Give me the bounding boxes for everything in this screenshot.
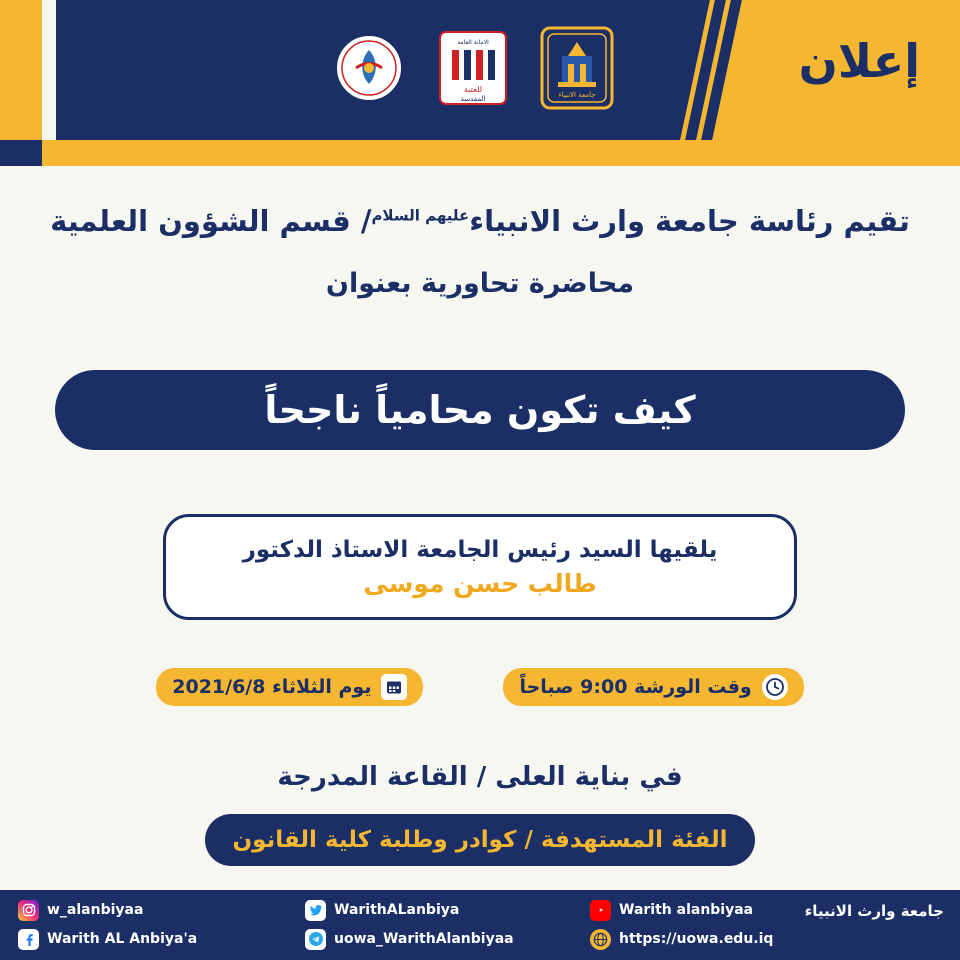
footer-bar xyxy=(0,890,960,960)
poster-body xyxy=(0,166,960,890)
time-pill xyxy=(503,668,803,706)
svg-text:الامانة العامة: الامانة العامة xyxy=(457,39,489,46)
header-gold-left-block xyxy=(0,0,42,140)
lecture-title-banner xyxy=(55,370,905,450)
audience-banner xyxy=(205,814,755,866)
time-text: وقت الورشة 9:00 صباحاً xyxy=(519,676,752,698)
telegram-icon xyxy=(305,929,326,950)
social-item-website[interactable] xyxy=(590,928,773,950)
speaker-role: يلقيها السيد رئيس الجامعة الاستاذ الدكتور xyxy=(242,536,718,563)
honorific-superscript: عليهم السلام xyxy=(371,206,470,225)
social-column-2 xyxy=(305,899,514,950)
warith-al-anbiyaa-university-logo xyxy=(538,22,616,114)
youtube-icon xyxy=(590,900,611,921)
clock-icon xyxy=(762,674,788,700)
event-type-line: محاضرة تحاورية بعنوان xyxy=(325,268,635,299)
audience-text: الفئة المستهدفة / كوادر وطلبة كلية القانون xyxy=(232,827,728,853)
header-white-strip xyxy=(42,0,56,140)
header-navy-notch xyxy=(0,140,42,166)
speaker-card xyxy=(163,514,797,620)
social-item-facebook[interactable] xyxy=(18,928,197,950)
facebook-handle: Warith AL Anbiya'a xyxy=(47,931,198,947)
header-bar xyxy=(0,0,960,140)
telegram-handle: uowa_WarithAlanbiyaa xyxy=(334,931,514,947)
speaker-name: طالب حسن موسى xyxy=(363,568,597,598)
social-column-3 xyxy=(590,899,773,950)
website-icon xyxy=(590,929,611,950)
calendar-icon xyxy=(381,674,407,700)
date-pill xyxy=(156,668,423,706)
header-gold-underline xyxy=(0,140,960,166)
social-item-instagram[interactable] xyxy=(18,899,197,921)
instagram-icon xyxy=(18,900,39,921)
social-item-telegram[interactable] xyxy=(305,928,514,950)
twitter-icon xyxy=(305,900,326,921)
social-column-1 xyxy=(18,899,197,950)
date-text: يوم الثلاثاء 2021/6/8 xyxy=(172,676,372,698)
logo-group xyxy=(330,22,616,114)
website-url: https://uowa.edu.iq xyxy=(619,931,774,947)
scientific-affairs-logo xyxy=(330,22,408,114)
social-item-twitter[interactable] xyxy=(305,899,514,921)
youtube-handle: Warith alanbiyaa xyxy=(619,902,754,918)
lecture-title: كيف تكون محامياً ناجحاً xyxy=(264,388,696,432)
organizer-text-part2: / قسم الشؤون العلمية xyxy=(50,204,372,238)
facebook-icon xyxy=(18,929,39,950)
twitter-handle: WarithALanbiya xyxy=(334,902,460,918)
organizer-text-part1: تقيم رئاسة جامعة وارث الانبياء xyxy=(469,204,910,238)
instagram-handle: w_alanbiyaa xyxy=(47,902,144,918)
svg-text:جامعة الانبياء: جامعة الانبياء xyxy=(558,91,596,99)
social-item-youtube[interactable] xyxy=(590,899,773,921)
announcement-label: إعلان xyxy=(798,34,920,88)
organizer-line xyxy=(0,204,960,238)
svg-text:المقدسة: المقدسة xyxy=(460,95,486,103)
schedule-pill-group xyxy=(0,668,960,706)
footer-university-name: جامعة وارث الانبياء xyxy=(804,902,944,920)
announcement-banner xyxy=(646,0,946,140)
venue-line: في بناية العلى / القاعة المدرجة xyxy=(277,762,683,792)
al-ataba-al-abbasiya-logo xyxy=(434,22,512,114)
svg-text:للعتبة: للعتبة xyxy=(463,85,483,94)
